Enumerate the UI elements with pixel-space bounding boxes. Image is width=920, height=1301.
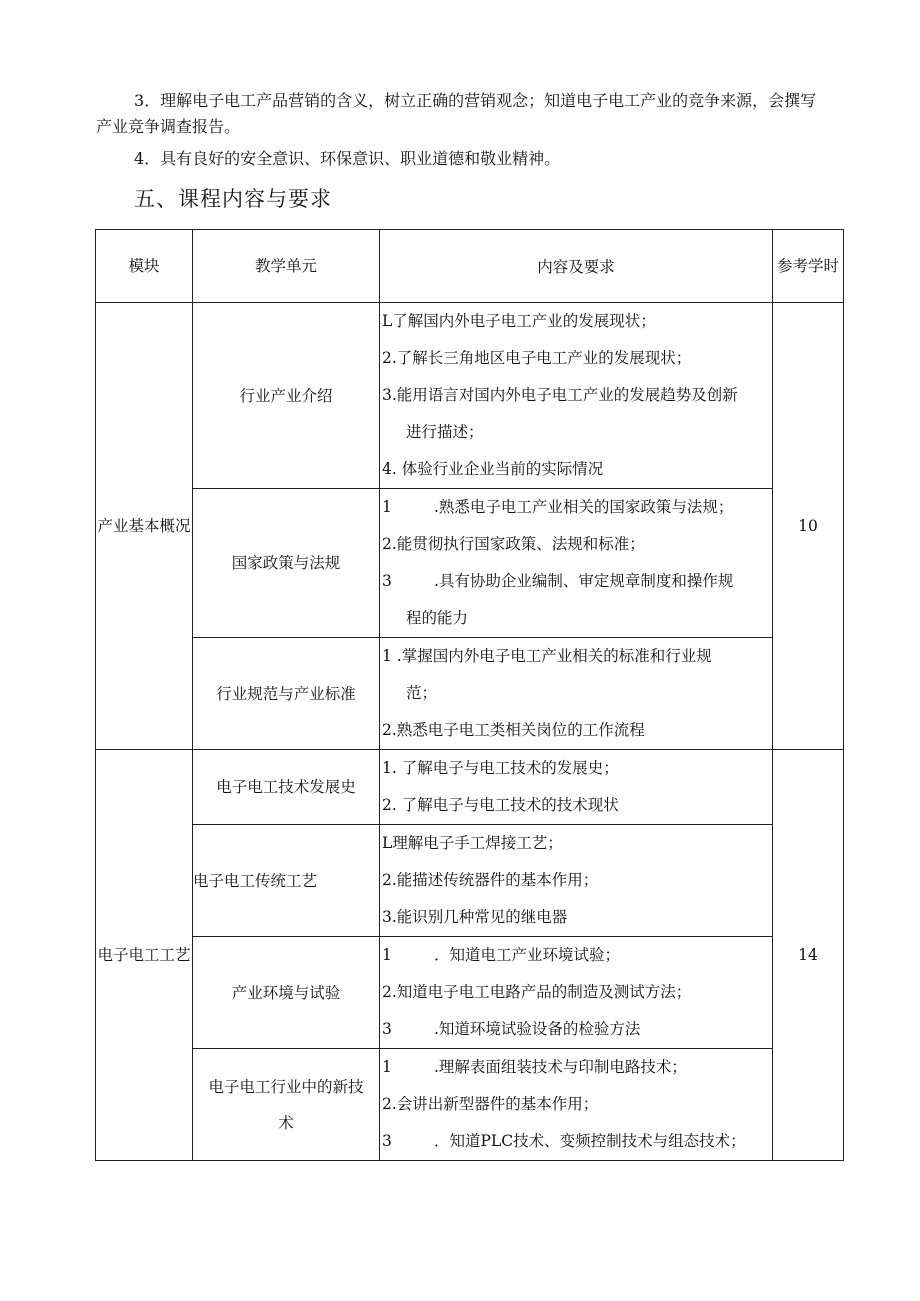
item-text: 能贯彻执行国家政策、法规和标准； [396, 535, 645, 553]
item-number: 2. [382, 535, 397, 553]
unit-name: 国家政策与法规 [193, 489, 380, 638]
unit-content [380, 825, 773, 937]
item-number: 3 [382, 1132, 392, 1150]
item-text: 了解电子与电工技术的发展史； [396, 759, 619, 777]
content-item [382, 489, 770, 526]
item-text: 理解电子手工焊接工艺； [392, 834, 563, 852]
item-number: 1 [382, 1058, 392, 1076]
table-row [96, 825, 844, 937]
item-text: 会讲出新型器件的基本作用； [396, 1095, 599, 1113]
item-text: 能描述传统器件的基本作用； [396, 871, 599, 889]
item-number: 3. [382, 908, 397, 926]
table-row [96, 750, 844, 825]
content-item [382, 937, 770, 974]
unit-name: 电子电工传统工艺 [193, 825, 380, 937]
header-hours: 参考学时 [773, 230, 844, 303]
content-item [382, 1086, 770, 1123]
unit-name: 行业产业介绍 [193, 303, 380, 489]
module-hours: 14 [773, 750, 844, 1161]
content-item [382, 303, 770, 340]
content-item [382, 526, 770, 563]
item-text: .知道环境试验设备的检验方法 [434, 1020, 641, 1038]
item-text: .熟悉电子电工产业相关的国家政策与法规； [434, 498, 734, 516]
content-item [382, 974, 770, 1011]
module-hours: 10 [773, 303, 844, 750]
table-row [96, 1049, 844, 1161]
item-text: 体验行业企业当前的实际情况 [396, 460, 604, 478]
objective-paragraph-3: 3．理解电子电工产品营销的含义，树立正确的营销观念；知道电子电工产业的竞争来源，会撰写产业竞争调查报告。 [96, 91, 817, 136]
content-item [382, 377, 770, 451]
item-number: 2. [382, 721, 397, 739]
content-item [382, 563, 770, 637]
header-content: 内容及要求 [380, 230, 773, 303]
item-text: 能识别几种常见的继电器 [396, 908, 568, 926]
module-name: 电子电工工艺 [96, 750, 193, 1161]
table-row [96, 638, 844, 750]
item-text: 熟悉电子电工类相关岗位的工作流程 [396, 721, 645, 739]
unit-name: 电子电工行业中的新技术 [193, 1049, 380, 1161]
item-number: 1. [382, 759, 397, 777]
section-title: 五、课程内容与要求 [134, 187, 332, 211]
unit-name: 行业规范与产业标准 [193, 638, 380, 750]
content-item [382, 638, 770, 712]
item-text: .理解表面组装技术与印制电路技术； [434, 1058, 687, 1076]
item-text: 了解国内外电子电工产业的发展现状； [392, 312, 656, 330]
header-unit: 教学单元 [193, 230, 380, 303]
item-number: 2. [382, 1095, 397, 1113]
item-number: 2. [382, 871, 397, 889]
item-number: 1 [382, 498, 392, 516]
item-text: 知道电子电工电路产品的制造及测试方法； [396, 983, 692, 1001]
table-row [96, 937, 844, 1049]
item-number: 3 [382, 572, 392, 590]
item-number: 4. [382, 460, 397, 478]
content-item [382, 712, 770, 749]
table-header-row [96, 230, 844, 303]
unit-content [380, 1049, 773, 1161]
header-module: 模块 [96, 230, 193, 303]
content-item [382, 862, 770, 899]
item-text: 了解电子与电工技术的技术现状 [396, 796, 619, 814]
item-text: 能用语言对国内外电子电工产业的发展趋势及创新 [396, 386, 738, 404]
unit-content [380, 638, 773, 750]
unit-content [380, 750, 773, 825]
unit-name: 电子电工技术发展史 [193, 750, 380, 825]
item-text: .掌握国内外电子电工产业相关的标准和行业规 [391, 647, 712, 665]
table-row [96, 303, 844, 489]
item-number: 3. [382, 386, 397, 404]
content-item [382, 899, 770, 936]
content-item [382, 1123, 770, 1160]
item-number: 1 [382, 647, 392, 665]
objective-paragraph-4: 4．具有良好的安全意识、环保意识、职业道德和敬业精神。 [134, 149, 561, 168]
content-item [382, 825, 770, 862]
item-text: 了解长三角地区电子电工产业的发展现状； [396, 349, 692, 367]
content-item [382, 340, 770, 377]
module-name: 产业基本概况 [96, 303, 193, 750]
unit-name: 产业环境与试验 [193, 937, 380, 1049]
course-content-table [95, 229, 844, 1161]
item-text-continued: 范； [406, 684, 438, 702]
content-item [382, 451, 770, 488]
unit-content [380, 489, 773, 638]
content-item [382, 787, 770, 824]
item-text: .具有协助企业编制、审定规章制度和操作规 [434, 572, 734, 590]
item-number: 1 [382, 946, 392, 964]
table-row [96, 489, 844, 638]
item-text: ．知道PLC技术、变频控制技术与组态技术； [434, 1132, 746, 1150]
unit-content [380, 303, 773, 489]
item-number: L [382, 312, 393, 330]
item-text-continued: 程的能力 [406, 609, 469, 627]
item-number: 2. [382, 983, 397, 1001]
item-text: ．知道电工产业环境试验； [434, 946, 621, 964]
content-item [382, 750, 770, 787]
content-item [382, 1011, 770, 1048]
item-number: 2. [382, 796, 397, 814]
item-text-continued: 进行描述； [406, 423, 484, 441]
item-number: L [382, 834, 393, 852]
item-number: 3 [382, 1020, 392, 1038]
item-number: 2. [382, 349, 397, 367]
unit-content [380, 937, 773, 1049]
content-item [382, 1049, 770, 1086]
